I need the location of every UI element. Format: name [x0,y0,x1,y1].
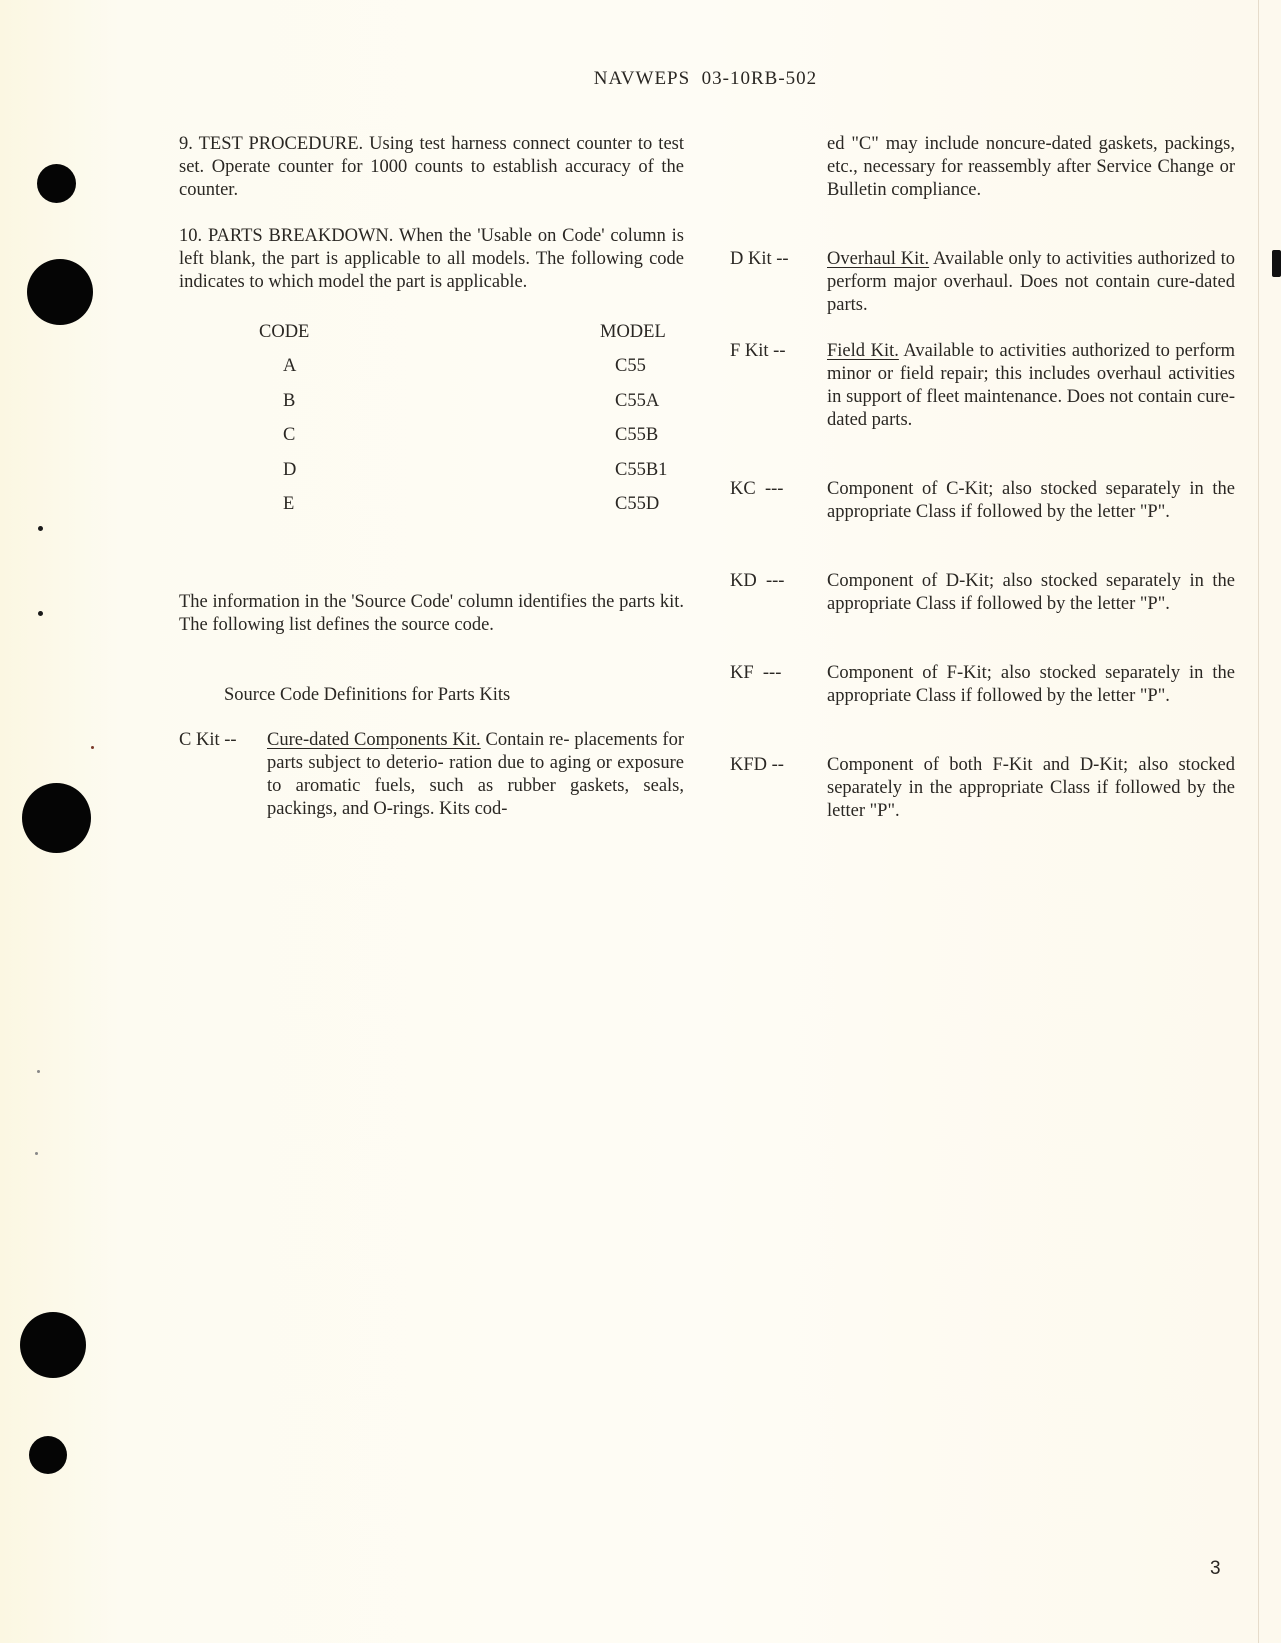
code-cell: A [283,356,297,377]
punch-hole-large-top [27,259,93,325]
definition-kd [730,570,1235,616]
model-code-table [239,315,679,522]
definition-description [827,248,1235,317]
definition-body: Component of D-Kit; also stocked separately in the appropriate Class if followed by the letter "P". [827,571,1235,614]
margin-speck [91,746,94,749]
model-cell: C55B [615,425,659,446]
definition-term: D Kit -- [730,249,794,269]
model-column-header: MODEL [600,321,666,342]
definition-body: Available only to activities authorized to perform major overhaul. Does not contain cure-dated parts. [827,249,1235,315]
punch-hole-large-middle [22,783,91,853]
definition-term: F Kit -- [730,341,791,361]
code-cell: E [283,494,295,515]
definition-body: Available to activities authorized to perform minor or field repair; this includes overhaul activities in support of fleet maintenance. Does not contain cure-dated parts. [827,341,1236,430]
definition-term: C Kit -- [179,730,242,750]
section-9-test-procedure: 9. TEST PROCEDURE. Using test harness connect counter to test set. Operate counter for 1000 counts to establish accuracy of the counter. [179,134,684,200]
model-cell: C55A [615,390,660,411]
page-edge-line [1258,0,1259,1643]
definition-d-kit [730,248,1235,317]
source-code-info-paragraph: The information in the 'Source Code' column identifies the parts kit. The following list defines the source code. [179,592,684,635]
definition-term: KC --- [730,479,789,499]
definition-term: KD --- [730,571,790,591]
document-number-header: NAVWEPS 03-10RB-502 [593,68,818,89]
margin-speck [38,611,43,616]
code-cell: D [283,459,297,480]
table-row [239,453,679,488]
definition-term: KF --- [730,663,787,683]
model-cell: C55B1 [615,459,668,480]
definition-description [267,729,684,821]
definition-title: Cure-dated Components Kit. [267,730,481,750]
definition-body: Component of C-Kit; also stocked separately in the appropriate Class if followed by the letter "P". [827,479,1235,522]
table-row [239,350,679,385]
definition-kf [730,662,1235,708]
edge-change-bar [1272,250,1281,277]
definition-c-kit [179,729,684,821]
definition-description [827,340,1235,432]
margin-speck [37,1070,40,1073]
definition-body: Component of F-Kit; also stocked separately in the appropriate Class if followed by the letter "P". [827,663,1235,706]
definition-body-continued: ed "C" may include noncure-dated gaskets, packings, etc., necessary for reassembly after Service Change or Bulletin compliance. [827,134,1235,200]
left-column [179,133,684,522]
code-cell: B [283,390,296,411]
punch-hole-large-bottom [20,1312,86,1378]
table-row [239,384,679,419]
code-table-header-row [239,315,679,350]
definition-kc [730,478,1235,524]
code-column-header: CODE [259,321,310,342]
definition-body: Component of both F-Kit and D-Kit; also stocked separately in the appropriate Class if followed by the letter "P". [827,755,1235,821]
punch-hole-small-top [37,164,76,203]
definition-kfd [730,754,1235,823]
punch-hole-small-bottom [29,1436,67,1474]
definition-c-kit-continued [827,133,1235,202]
page-number: 3 [1210,1558,1221,1579]
definition-title: Field Kit. [827,341,899,361]
definition-body: Contain re- placements for parts subject to deterio- ration due to aging or exposure to aromatic fuels, such as rubber gaskets, seals, packings, and O-rings. Kits cod- [267,730,684,819]
margin-speck [38,526,43,531]
section-10-parts-breakdown: 10. PARTS BREAKDOWN. When the 'Usable on Code' column is left blank, the part is applicable to all models. The following code indicates to which model the part is applicable. [179,226,684,292]
margin-speck [35,1152,38,1155]
table-row [239,419,679,454]
definition-f-kit [730,340,1235,432]
code-cell: C [283,425,296,446]
definition-term: KFD -- [730,755,789,775]
model-cell: C55D [615,494,660,515]
source-code-definitions-title: Source Code Definitions for Parts Kits [224,685,511,705]
model-cell: C55 [615,356,646,377]
definition-title: Overhaul Kit. [827,249,930,269]
table-row [239,488,679,523]
